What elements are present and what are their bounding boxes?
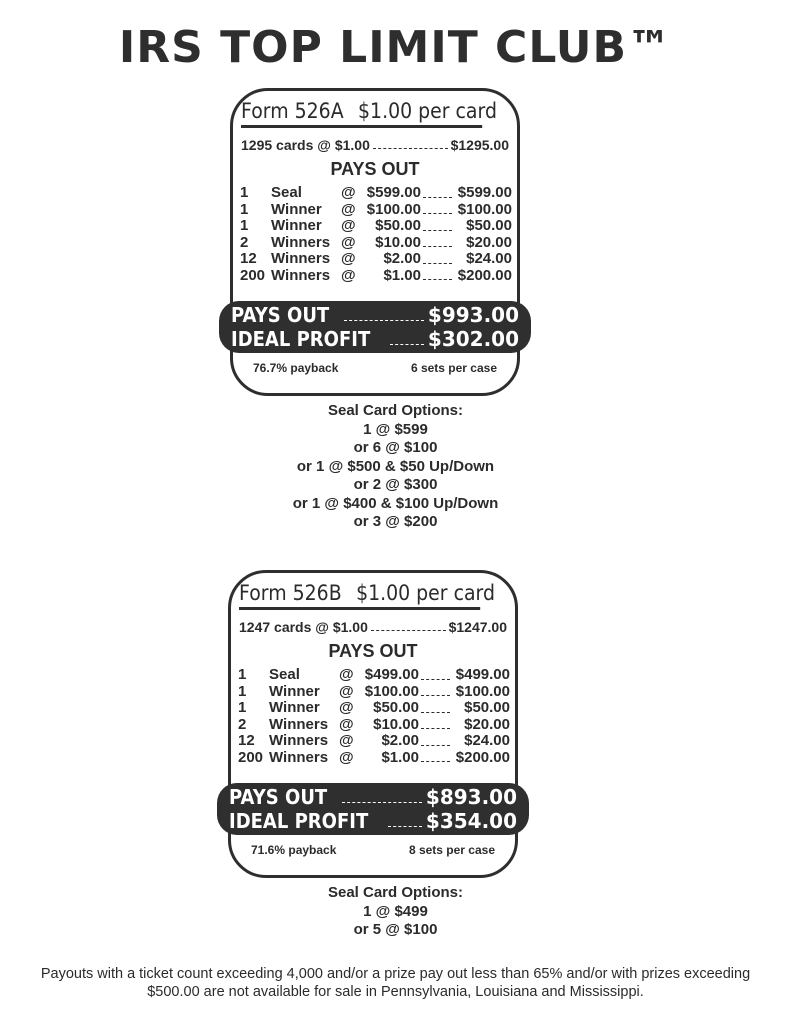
prize-each: $100.00: [366, 200, 421, 218]
prize-qty: 1: [240, 217, 249, 234]
pays-out-heading: PAYS OUT: [328, 641, 418, 661]
prize-row: [240, 251, 512, 268]
prize-qty: 12: [240, 250, 257, 267]
prize-each: $1.00: [381, 748, 419, 766]
summary-bar: [219, 301, 531, 353]
prize-each: $2.00: [381, 732, 419, 749]
form-price: $1.00 per card: [356, 581, 496, 605]
summary-bar: [217, 783, 529, 835]
ideal-profit-label: IDEAL PROFIT: [231, 327, 371, 351]
prize-total: $499.00: [455, 666, 510, 683]
prize-qty: 1: [238, 682, 247, 700]
dash-leader: [421, 700, 450, 713]
prize-total: $50.00: [466, 217, 512, 234]
prize-each: $499.00: [364, 666, 419, 683]
dash-leader: [423, 202, 452, 215]
sets-text: 6 sets per case: [410, 361, 497, 375]
prize-total: $599.00: [457, 184, 512, 201]
prize-total: $20.00: [464, 715, 510, 733]
cards-line: [239, 619, 507, 635]
prize-at: @: [339, 715, 354, 733]
dash-leader: [421, 717, 450, 730]
prize-row: [238, 700, 510, 717]
form-name: Form 526A: [241, 99, 344, 123]
prize-row: [238, 684, 510, 701]
cards-count: 1247 cards @ $1.00: [239, 619, 368, 635]
dash-leader: [390, 327, 424, 345]
prize-name: Winners: [269, 715, 329, 733]
prize-each: $1.00: [383, 266, 421, 284]
prize-total: $200.00: [457, 266, 512, 284]
prize-table: [240, 185, 512, 284]
seal-option-line: or 3 @ $200: [353, 513, 438, 530]
prize-name: Winners: [271, 250, 331, 267]
prize-each: $2.00: [383, 250, 421, 267]
seal-card-options-526a: [0, 402, 791, 532]
prize-name: Seal: [269, 666, 300, 683]
seal-option-line: or 1 @ $500 & $50 Up/Down: [296, 457, 495, 475]
prize-row: [240, 218, 512, 235]
prize-name: Winners: [271, 266, 331, 284]
prize-at: @: [341, 217, 356, 234]
prize-at: @: [339, 732, 354, 749]
prize-total: $24.00: [464, 732, 510, 749]
dash-leader: [423, 185, 452, 198]
prize-at: @: [341, 200, 356, 218]
dash-leader: [421, 667, 450, 680]
prize-total: $100.00: [457, 200, 512, 218]
prize-qty: 1: [240, 200, 249, 218]
prize-qty: 12: [238, 732, 255, 749]
prize-each: $10.00: [375, 233, 421, 251]
prize-at: @: [341, 250, 356, 267]
cards-line: [241, 137, 509, 153]
dash-leader: [421, 750, 450, 763]
prize-row: [238, 667, 510, 684]
prize-table: [238, 667, 510, 766]
cards-count: 1295 cards @ $1.00: [241, 137, 370, 153]
prize-each: $50.00: [373, 699, 419, 716]
disclaimer-text: Payouts with a ticket count exceeding 4,000 and/or a prize pay out less than 65% and/or with prizes exceeding $500.00 are not available for sale in Pennsylvania, Louisiana and Mississippi.: [40, 966, 751, 1000]
seal-options-heading: Seal Card Options:: [327, 402, 464, 419]
prize-qty: 2: [240, 233, 249, 251]
form-header: [239, 581, 496, 610]
prize-name: Winners: [269, 748, 329, 766]
prize-qty: 200: [238, 748, 264, 766]
prize-qty: 200: [240, 266, 266, 284]
ideal-profit-value: $302.00: [427, 327, 519, 351]
dash-leader: [421, 684, 450, 697]
seal-card-options-526b: [0, 884, 791, 940]
pays-out-value: $993.00: [427, 303, 519, 327]
seal-option-line: or 5 @ $100: [353, 921, 438, 938]
prize-each: $50.00: [375, 217, 421, 234]
prize-total: $20.00: [466, 233, 512, 251]
pays-out-heading: PAYS OUT: [330, 159, 420, 179]
dash-leader: [344, 303, 424, 321]
prize-row: [240, 202, 512, 219]
prize-total: $100.00: [455, 682, 510, 700]
cards-total: $1247.00: [448, 619, 507, 635]
dash-leader: [373, 137, 448, 149]
prize-row: [238, 733, 510, 750]
seal-option-line: or 6 @ $100: [353, 439, 438, 456]
pays-out-row: [229, 785, 517, 809]
dash-leader: [423, 268, 452, 281]
dash-leader: [342, 785, 422, 803]
prize-name: Winner: [271, 217, 322, 234]
dash-leader: [423, 218, 452, 231]
prize-total: $50.00: [464, 699, 510, 716]
prize-row: [238, 750, 510, 767]
sets-text: 8 sets per case: [408, 843, 495, 857]
page-title: IRS TOP LIMIT CLUB™: [118, 22, 673, 73]
prize-name: Winner: [269, 699, 320, 716]
payback-text: 76.7% payback: [253, 361, 339, 375]
card-footer: [253, 361, 497, 375]
prize-at: @: [339, 682, 354, 700]
prize-row: [238, 717, 510, 734]
ideal-profit-row: [229, 809, 517, 833]
prize-each: $10.00: [373, 715, 419, 733]
prize-qty: 1: [238, 699, 247, 716]
prize-name: Winners: [269, 732, 329, 749]
payback-text: 71.6% payback: [251, 843, 337, 857]
prize-name: Winners: [271, 233, 331, 251]
prize-each: $100.00: [364, 682, 419, 700]
form-card-526b: [228, 570, 518, 878]
ideal-profit-label: IDEAL PROFIT: [229, 809, 369, 833]
prize-row: [240, 185, 512, 202]
form-name: Form 526B: [239, 581, 342, 605]
seal-options-heading: Seal Card Options:: [327, 884, 464, 901]
prize-at: @: [341, 233, 356, 251]
seal-option-line: 1 @ $499: [363, 902, 428, 920]
dash-leader: [371, 619, 446, 631]
seal-option-line: or 1 @ $400 & $100 Up/Down: [292, 494, 499, 512]
dash-leader: [423, 235, 452, 248]
prize-row: [240, 235, 512, 252]
prize-name: Winner: [271, 200, 322, 218]
prize-qty: 1: [240, 184, 249, 201]
prize-at: @: [339, 699, 354, 716]
form-price: $1.00 per card: [358, 99, 497, 123]
dash-leader: [421, 733, 450, 746]
card-footer: [251, 843, 495, 857]
form-card-526a: [230, 88, 520, 396]
prize-at: @: [341, 184, 356, 201]
prize-name: Seal: [271, 184, 302, 201]
prize-row: [240, 268, 512, 285]
prize-total: $200.00: [455, 748, 510, 766]
pays-out-row: [231, 303, 519, 327]
dash-leader: [423, 251, 452, 264]
ideal-profit-row: [231, 327, 519, 351]
prize-each: $599.00: [366, 184, 421, 201]
prize-at: @: [341, 266, 356, 284]
prize-name: Winner: [269, 682, 320, 700]
seal-option-line: 1 @ $599: [363, 420, 428, 438]
prize-qty: 1: [238, 666, 247, 683]
prize-total: $24.00: [466, 250, 512, 267]
pays-out-label: PAYS OUT: [231, 303, 330, 327]
ideal-profit-value: $354.00: [425, 809, 517, 833]
dash-leader: [388, 809, 422, 827]
prize-qty: 2: [238, 715, 247, 733]
pays-out-value: $893.00: [425, 785, 517, 809]
pays-out-label: PAYS OUT: [229, 785, 328, 809]
seal-option-line: or 2 @ $300: [353, 476, 438, 493]
form-header: [241, 99, 497, 128]
prize-at: @: [339, 666, 354, 683]
cards-total: $1295.00: [450, 137, 509, 153]
prize-at: @: [339, 748, 354, 766]
